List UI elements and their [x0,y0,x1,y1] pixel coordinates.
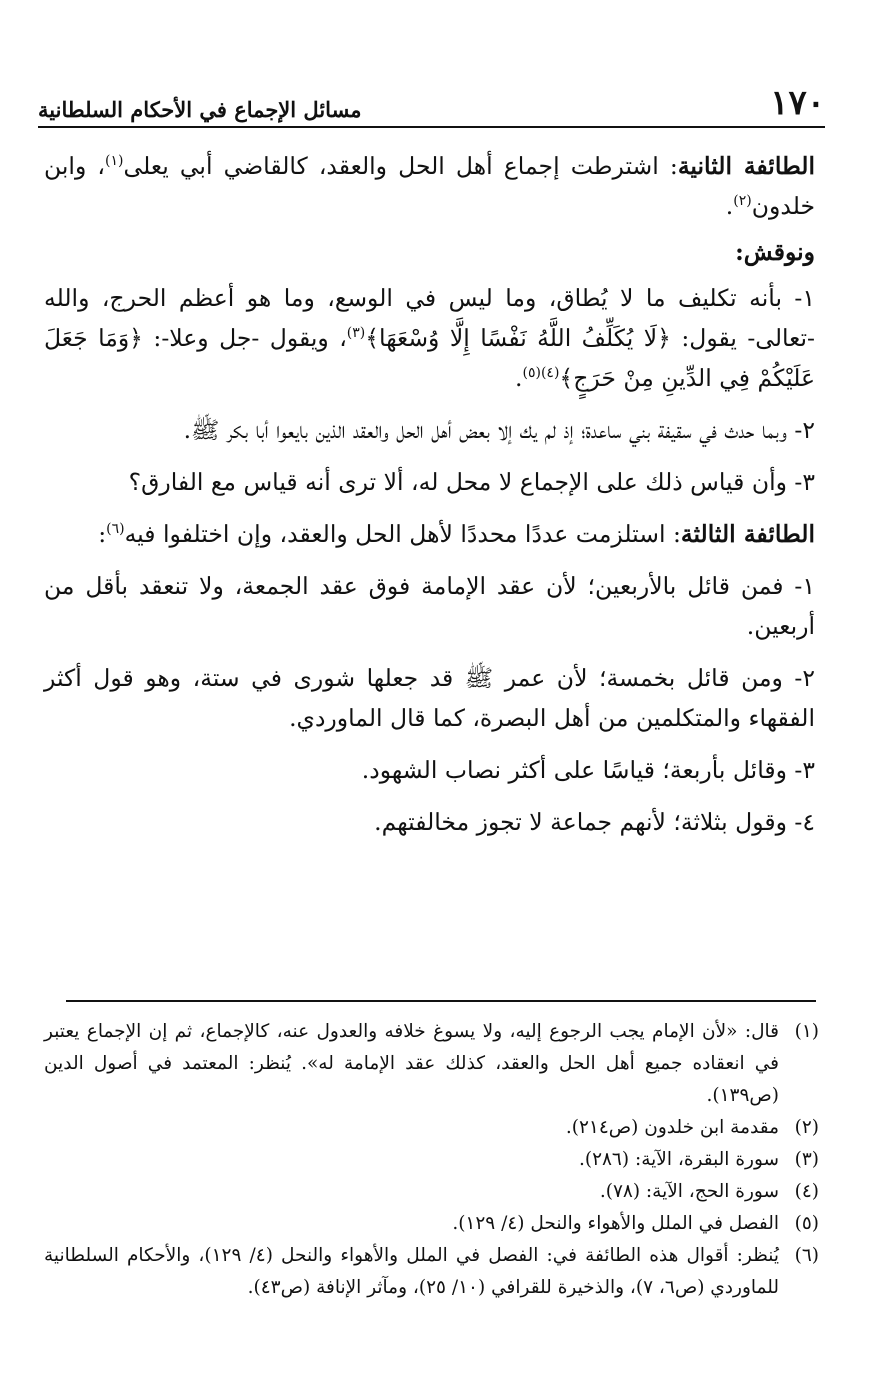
footnote-text: الفصل في الملل والأهواء والنحل (٤/ ١٢٩). [452,1213,779,1234]
page-number: ١٧٠ [770,83,825,123]
footnote-number: (٥) [794,1213,819,1234]
footnote-text: يُنظر: أقوال هذه الطائفة في: الفصل في الملل والأهواء والنحل (٤/ ١٢٩)، والأحكام السلطانية للماوردي (ص٦، ٧)، والذخيرة للقرافي (١٠/ ٢٥)، ومآثر الإنافة (ص٤٣). [44,1245,779,1298]
footnote-text: سورة البقرة، الآية: (٢٨٦). [578,1149,779,1170]
paragraph-opinion-4: ٤- وقول بثلاثة؛ لأنهم جماعة لا تجوز مخالفتهم. [374,808,815,836]
footnote-item [44,1208,819,1240]
page-header [38,80,825,128]
objection-heading: ونوقش: [735,238,815,266]
main-text [44,146,815,854]
group-label: الطائفة الثالثة [680,520,815,548]
footnote-item [44,1176,819,1208]
footnote-ref[interactable]: (٢) [733,193,752,210]
group-label: الطائفة الثانية [677,152,815,180]
footnote-number: (٦) [794,1245,819,1266]
paragraph-text: ، وابن خلدون [44,152,815,220]
paragraph-text: ، ويقول -جل وعلا-: [153,324,347,352]
footnote-text: سورة الحج، الآية: (٧٨). [599,1181,779,1202]
footnote-number: (٤) [794,1181,819,1202]
paragraph-text: . [725,192,734,220]
footnote-item [44,1144,819,1176]
footnote-text: مقدمة ابن خلدون (ص٢١٤). [565,1117,779,1138]
paragraph-second-group [44,146,815,226]
paragraph-opinion-3: ٣- وقائل بأربعة؛ قياسًا على أكثر نصاب الشهود. [361,756,815,784]
paragraph-text: : [98,520,107,548]
footnote-ref[interactable]: (٤)(٥) [522,365,560,382]
footnote-item [44,1112,819,1144]
footnote-item [44,1016,819,1112]
running-title: مسائل الإجماع في الأحكام السلطانية [38,97,362,122]
paragraph-text: ١- بأنه تكليف ما لا يُطاق، وما ليس في الوسع، وما هو أعظم الحرج، والله -تعالى- يقول: [44,284,815,352]
footnote-ref[interactable]: (٣) [346,325,366,342]
paragraph-text: : اشترطت إجماع أهل الحل والعقد، كالقاضي أبي يعلى [123,152,678,180]
paragraph-objection-2: ٢- وبما حدث في سقيفة بني ساعدة؛ إذ لم يك إلا بعض أهل الحل والعقد الذين بايعوا أبا بكر ﷺ. [183,416,815,444]
footnote-number: (١) [794,1021,819,1042]
paragraph-third-group [44,514,815,554]
paragraph-opinion-1: ١- فمن قائل بالأربعين؛ لأن عقد الإمامة فوق عقد الجمعة، ولا تنعقد بأقل من أربعين. [44,572,815,640]
footnote-ref[interactable]: (٦) [106,521,125,538]
paragraph-text: : استلزمت عددًا محددًا لأهل الحل والعقد، وإن اختلفوا فيه [124,520,681,548]
footnote-text: قال: «لأن الإمام يجب الرجوع إليه، ولا يسوغ خلافه والعدول عنه، كالإجماع، ثم إن الإجماع يعتبر في انعقاده جميع أهل الحل والعقد، كذلك عقد الإمامة له». يُنظر: المعتمد في أصول الدين (ص١٣٩). [44,1021,779,1106]
quran-verse: ﴿لَا يُكَلِّفُ اللَّهُ نَفْسًا إِلَّا وُسْعَهَا﴾ [365,324,671,352]
paragraph-text: . [515,364,523,392]
paragraph-objection-3: ٣- وأن قياس ذلك على الإجماع لا محل له، ألا ترى أنه قياس مع الفارق؟ [128,468,815,496]
footnote-number: (٣) [794,1149,819,1170]
paragraph-objection-1 [44,278,815,398]
paragraph-opinion-2: ٢- ومن قائل بخمسة؛ لأن عمر ﷺ قد جعلها شورى في ستة، وهو قول أكثر الفقهاء والمتكلمين من أهل البصرة، كما قال الماوردي. [44,664,815,732]
footnotes [44,1016,819,1304]
footnote-item [44,1240,819,1304]
footnote-divider [66,1000,816,1002]
footnote-number: (٢) [794,1117,819,1138]
quran-verse: ﴿وَمَا جَعَلَ عَلَيْكُمْ فِي الدِّينِ مِنْ حَرَجٍ﴾ [44,324,815,392]
footnote-ref[interactable]: (١) [105,153,124,170]
